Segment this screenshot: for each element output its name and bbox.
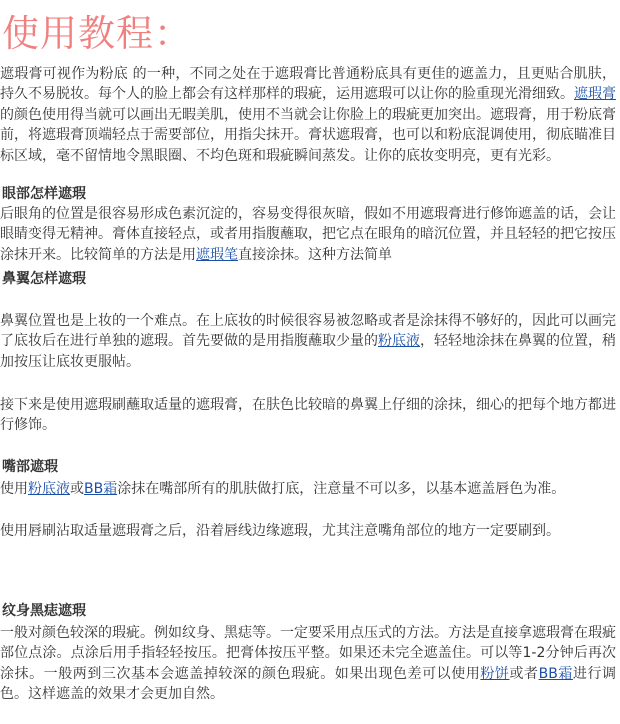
nose-text-1: 鼻翼位置也是上妆的一个难点。在上底妆的时候很容易被忽略或者是涂抹得不够好的，因此可以画完了底妆后在进行单独的遮瑕。首先要做的是用指腹蘸取少量的 bbox=[0, 313, 616, 350]
heading-eye-concealer: 眼部怎样遮瑕 bbox=[2, 186, 86, 202]
mole-paragraph bbox=[0, 623, 616, 705]
nose-paragraph-2: 接下来是使用遮瑕刷蘸取适量的遮瑕膏，在肤色比较暗的鼻翼上仔细的涂抹，细心的把每个地方都进行修饰。 bbox=[0, 397, 616, 434]
nose-text-2: ，轻轻地涂抹在鼻翼的位置，稍加按压让底妆更服帖。 bbox=[0, 333, 616, 370]
mouth-paragraph-1 bbox=[0, 479, 616, 499]
mouth-text-1: 使用 bbox=[0, 481, 28, 497]
link-pressed-powder[interactable]: 粉饼 bbox=[480, 665, 510, 682]
mole-text-2: 或者 bbox=[509, 665, 539, 682]
intro-text-2: 的颜色使用得当就可以画出无暇美肌，使用不当就会让你脸上的瑕疵更加突出。遮瑕膏，用于粉底膏前，将遮瑕膏顶端轻点于需要部位，用指尖抹开。膏状遮瑕膏，也可以和粉底混调使用，彻底瞄准目标区域，毫不留情地令黑眼圈、不均色斑和瑕疵瞬间蒸发。让你的底妆变明亮，更有光彩。 bbox=[0, 106, 616, 164]
link-liquid-foundation-2[interactable]: 粉底液 bbox=[28, 481, 70, 497]
intro-paragraph bbox=[0, 64, 616, 166]
heading-mole-concealer: 纹身黑痣遮瑕 bbox=[2, 603, 86, 619]
link-bb-cream-2[interactable]: BB霜 bbox=[538, 665, 573, 682]
eye-text-1: 后眼角的位置是很容易形成色素沉淀的，容易变得很灰暗，假如不用遮瑕膏进行修饰遮盖的话，会让眼睛变得无精神。膏体直接轻点，或者用指腹蘸取，把它点在眼角的暗沉位置，并且轻轻的把它按压涂抹开来。比较简单的方法是用 bbox=[0, 206, 616, 263]
page-title: 使用教程： bbox=[2, 12, 192, 55]
heading-nose-concealer: 鼻翼怎样遮瑕 bbox=[2, 271, 86, 287]
link-concealer-pen[interactable]: 遮瑕笔 bbox=[196, 246, 238, 263]
mole-text-3: 进行调色。这样遮盖的效果才会更加自然。 bbox=[0, 665, 617, 703]
eye-text-2: 直接涂抹。这种方法简单 bbox=[238, 246, 392, 263]
mole-text-1: 一般对颜色较深的瑕疵。例如纹身、黑痣等。一定要采用点压式的方法。方法是直接拿遮瑕膏在瑕疵部位点涂。点涂后用手指轻轻按压。把膏体按压平整。如果还未完全遮盖住。可以等1-2分钟后再次涂抹。一般两到三次基本会遮盖掉较深的颜色瑕疵。如果出现色差可以使用 bbox=[0, 625, 616, 682]
heading-mouth-concealer: 嘴部遮瑕 bbox=[2, 459, 58, 475]
mouth-paragraph-2: 使用唇刷沾取适量遮瑕膏之后，沿着唇线边缘遮瑕，尤其注意嘴角部位的地方一定要刷到。 bbox=[0, 523, 560, 539]
nose-paragraph-1 bbox=[0, 311, 616, 372]
link-liquid-foundation[interactable]: 粉底液 bbox=[378, 333, 420, 350]
link-concealer-cream[interactable]: 遮瑕膏 bbox=[574, 86, 616, 103]
mouth-text-3: 涂抹在嘴部所有的肌肤做打底，注意量不可以多，以基本遮盖唇色为准。 bbox=[117, 481, 566, 497]
intro-text-1: 遮瑕膏可视作为粉底 的一种，不同之处在于遮瑕膏比普通粉底具有更佳的遮盖力，且更贴合肌肤，持久不易脱妆。每个人的脸上都会有这样那样的瑕疵，运用遮瑕可以让你的脸重现光滑细致。 bbox=[0, 66, 616, 103]
link-bb-cream[interactable]: BB霜 bbox=[84, 481, 118, 497]
eye-paragraph bbox=[0, 204, 616, 265]
mouth-text-2: 或 bbox=[70, 481, 84, 497]
